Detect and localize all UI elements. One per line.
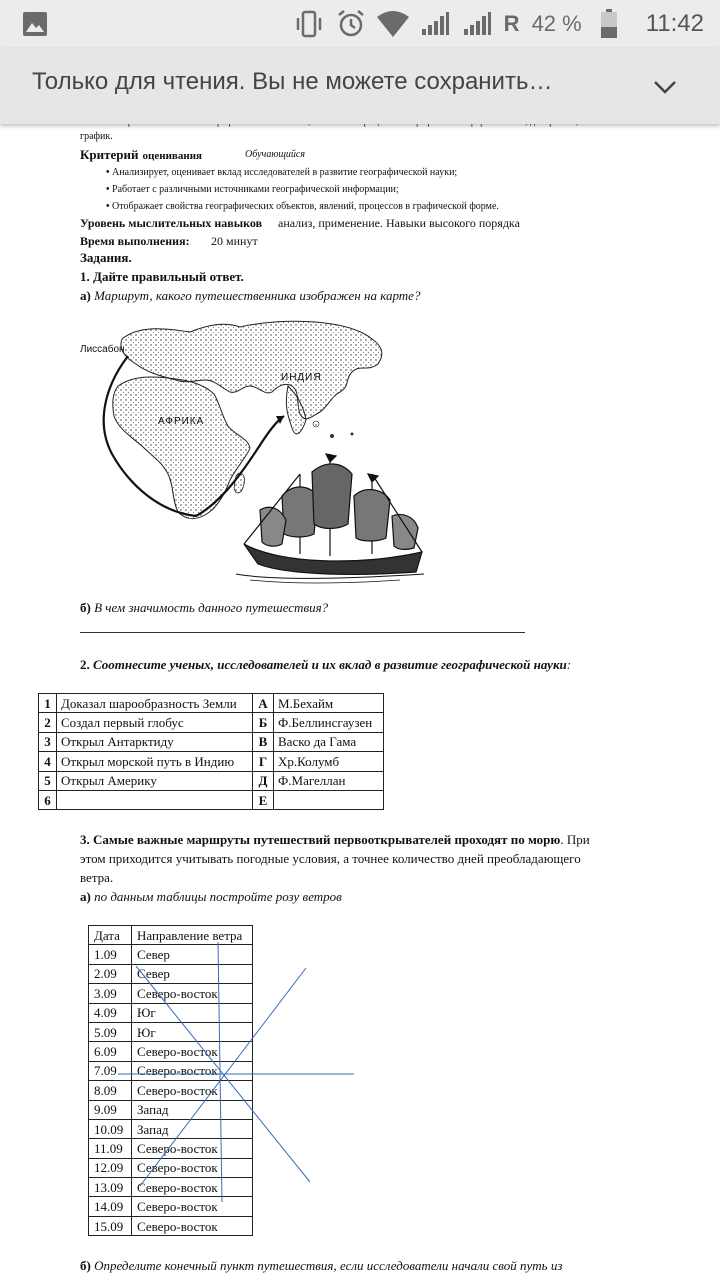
wind-direction: Запад xyxy=(132,1119,253,1138)
map-label-india: ИНДИЯ xyxy=(281,372,322,383)
match-name: Ф.Беллинсгаузен xyxy=(274,713,384,732)
match-fact: Открыл морской путь в Индию xyxy=(57,752,253,771)
map-label-lisbon: Лиссабон xyxy=(80,344,125,355)
match-name: Ф.Магеллан xyxy=(274,771,384,790)
battery-percent: 42 % xyxy=(531,11,582,36)
wind-direction: Северо-восток xyxy=(132,1197,253,1216)
task3-bold: 3. Самые важные маршруты путешествий первооткрывателей проходят по морю xyxy=(80,832,561,847)
wind-direction: Юг xyxy=(132,1003,253,1022)
match-letter: Д xyxy=(253,771,274,790)
match-number: 1 xyxy=(39,694,57,713)
wind-date: 3.09 xyxy=(89,984,132,1003)
status-bar xyxy=(0,0,720,48)
wind-date: 13.09 xyxy=(89,1178,132,1197)
document-page xyxy=(0,124,720,1280)
time-value: 20 минут xyxy=(211,234,258,248)
wind-direction: Северо-восток xyxy=(132,1178,253,1197)
wind-date: 4.09 xyxy=(89,1003,132,1022)
match-fact: Открыл Америку xyxy=(57,771,253,790)
signal-icon-2 xyxy=(462,9,492,39)
match-letter: Г xyxy=(253,752,274,771)
wind-direction: Юг xyxy=(132,1022,253,1041)
match-fact: Создал первый глобус xyxy=(57,713,253,732)
task3-line2: этом приходится учитывать погодные условия, а точнее количество дней преобладающего xyxy=(80,851,581,866)
task2-colon: : xyxy=(566,657,572,672)
match-name: Васко да Гама xyxy=(274,732,384,751)
gallery-icon xyxy=(22,11,48,37)
wind-date: 15.09 xyxy=(89,1216,132,1235)
wind-direction: Северо-восток xyxy=(132,1081,253,1100)
wind-direction: Северо-восток xyxy=(132,1061,253,1080)
roaming-indicator: R xyxy=(503,11,520,36)
match-letter: Б xyxy=(253,713,274,732)
task3b-text: Определите конечный пункт путешествия, если исследователи начали свой путь из xyxy=(94,1258,563,1273)
match-number: 2 xyxy=(39,713,57,732)
read-only-banner[interactable] xyxy=(0,48,720,124)
wind-direction: Запад xyxy=(132,1100,253,1119)
task1-title: 1. Дайте правильный ответ. xyxy=(80,269,244,284)
match-number: 4 xyxy=(39,752,57,771)
task2-text: Соотнесите ученых, исследователей и их вклад в развитие географической науки xyxy=(93,657,567,672)
criteria-label: Критерий xyxy=(80,147,139,162)
task3-line3: ветра. xyxy=(80,870,114,885)
criteria-bullet-1: • Анализирует, оценивает вклад исследователей в развитие географической науки; xyxy=(106,167,457,178)
wind-date: 2.09 xyxy=(89,964,132,983)
match-name: Хр.Колумб xyxy=(274,752,384,771)
match-name: М.Бехайм xyxy=(274,694,384,713)
task3b-line xyxy=(80,1258,562,1274)
wifi-icon xyxy=(378,9,408,39)
wind-direction: Север xyxy=(132,945,253,964)
task2-prefix: 2. xyxy=(80,657,90,672)
wind-direction: Северо-восток xyxy=(132,984,253,1003)
match-fact: Открыл Антарктиду xyxy=(57,732,253,751)
task3b-prefix: б) xyxy=(80,1258,91,1273)
task3a-prefix: а) xyxy=(80,889,91,904)
task1b-text: В чем значимость данного путешествия? xyxy=(94,600,329,615)
criteria-bullet-2: • Работает с различными источниками географической информации; xyxy=(106,184,399,195)
match-letter: А xyxy=(253,694,274,713)
alarm-icon xyxy=(336,9,366,39)
read-only-message: Только для чтения. Вы не можете сохранить… xyxy=(32,68,553,95)
wind-rose-line-northeast xyxy=(140,968,306,1186)
match-letter: Е xyxy=(253,790,274,809)
wind-header-date: Дата xyxy=(89,926,132,945)
wind-date: 8.09 xyxy=(89,1081,132,1100)
task3a-text: по данным таблицы постройте розу ветров xyxy=(94,889,342,904)
match-number: 3 xyxy=(39,732,57,751)
wind-date: 14.09 xyxy=(89,1197,132,1216)
wind-date: 12.09 xyxy=(89,1158,132,1177)
vibrate-icon xyxy=(294,9,324,39)
chevron-down-icon[interactable] xyxy=(650,72,680,102)
wind-date: 5.09 xyxy=(89,1022,132,1041)
wind-date: 6.09 xyxy=(89,1042,132,1061)
wind-date: 11.09 xyxy=(89,1139,132,1158)
task1a-prefix: а) xyxy=(80,288,91,303)
criteria-bullet-3: • Отображает свойства географических объектов, явлений, процессов в графической форме. xyxy=(106,201,499,212)
match-fact: Доказал шарообразность Земли xyxy=(57,694,253,713)
wind-direction: Северо-восток xyxy=(132,1139,253,1158)
match-number: 6 xyxy=(39,790,57,809)
cut-off-tail: график. xyxy=(80,131,113,142)
wind-rose-sketch xyxy=(0,124,720,1280)
battery-icon xyxy=(594,9,624,39)
wind-direction: Север xyxy=(132,964,253,983)
wind-direction: Северо-восток xyxy=(132,1216,253,1235)
tasks-label: Задания. xyxy=(80,250,132,265)
task1a-text: Маршрут, какого путешественника изображен на карте? xyxy=(94,288,421,303)
learner-label: Обучающийся xyxy=(245,149,306,160)
wind-direction: Северо-восток xyxy=(132,1042,253,1061)
map-label-africa: АФРИКА xyxy=(158,416,205,427)
task1b-prefix: б) xyxy=(80,600,91,615)
time-label: Время выполнения: xyxy=(80,234,190,248)
wind-date: 1.09 xyxy=(89,945,132,964)
wind-header-direction: Направление ветра xyxy=(132,926,253,945)
signal-icon xyxy=(420,9,450,39)
thinking-value: анализ, применение. Навыки высокого порядка xyxy=(278,216,520,230)
task3-rest: . При xyxy=(560,832,590,847)
wind-direction: Северо-восток xyxy=(132,1158,253,1177)
criteria-suffix: оценивания xyxy=(142,150,202,162)
match-number: 5 xyxy=(39,771,57,790)
clock: 11:42 xyxy=(645,10,704,37)
wind-date: 10.09 xyxy=(89,1119,132,1138)
wind-date: 9.09 xyxy=(89,1100,132,1119)
wind-date: 7.09 xyxy=(89,1061,132,1080)
match-letter: В xyxy=(253,732,274,751)
thinking-label: Уровень мыслительных навыков xyxy=(80,216,263,230)
